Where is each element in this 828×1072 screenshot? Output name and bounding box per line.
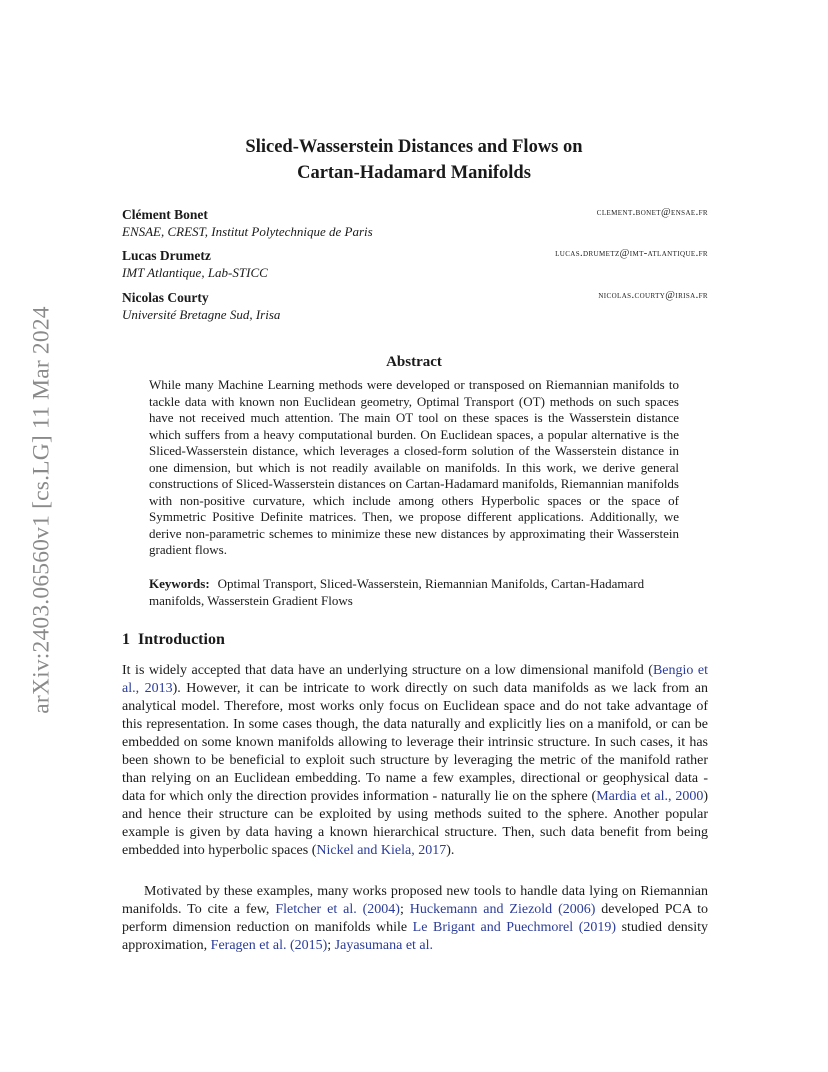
text-run: Motivated by these examples, many works proposed new tools to handle data lying on Riemannian manifolds. To cite a few, [122,884,708,917]
abstract-text: While many Machine Learning methods were developed or transposed on Riemannian manifolds to tackle data with known non Euclidean geometry, Optimal Transport (OT) methods on such spaces have not received much attention. The main OT tool on these spaces is the Wasserstein distance which suffers from a heavy computational burden. On Euclidean spaces, a popular alternative is the Sliced-Wasserstein distance, which leverages a closed-form solution of the Wasserstein distance in one dimension, but which is not readily available on manifolds. In this work, we derive general constructions of Sliced-Wasserstein distances on Cartan-Hadamard manifolds, Riemannian manifolds with non-positive curvature, which include among others Hyperbolic spaces or the space of Symmetric Positive Definite matrices. Then, we propose different applications. Additionally, we derive non-parametric schemes to minimize these new distances by approximating their Wasserstein gradient flows. [149,377,679,557]
text-run: ). However, it can be intricate to work directly on such data manifolds as we lack from an analytical model. Therefore, most works only focus on Euclidean space and do not take advantage of this representation. In some cases though, the data naturally and explicitly lies on a manifold, or can be embedded on some known manifolds allowing to leverage their intrinsic structure. In such cases, it has been shown to be beneficial to exploit such structure by leveraging the metric of the manifold rather than relying on an Euclidean embedding. To name a few examples, directional or geophysical data - data for which only the direction provides information - naturally lie on the sphere ( [122,681,708,804]
text-run: ; [327,938,335,953]
text-run: ; [399,902,410,917]
intro-paragraph-2 [122,883,708,955]
arxiv-identifier: arXiv:2403.06560v1 [cs.LG] 11 Mar 2024 [28,306,55,714]
author-block-courty [122,289,708,323]
text-run: developed PCA to perform dimension reduction on manifolds while [122,902,708,935]
text-run: ). [446,843,455,858]
intro-paragraph-1 [122,662,708,860]
keywords-list: Optimal Transport, Sliced-Wasserstein, Riemannian Manifolds, Cartan-Hadamard manifolds, Wasserstein Gradient Flows [149,576,645,608]
title-line-1: Sliced-Wasserstein Distances and Flows on [245,137,583,157]
author-block-drumetz [122,247,708,281]
keywords [149,575,679,609]
author-affiliation: IMT Atlantique, Lab-STICC [122,265,268,280]
author-email[interactable]: clement.bonet@ensae.fr [596,207,708,218]
citation-link[interactable]: Mardia et al., 2000 [596,789,704,804]
section-title: Introduction [138,631,225,648]
keywords-label: Keywords: [149,576,210,591]
text-run: It is widely accepted that data have an underlying structure on a low dimensional manifold ( [122,663,653,678]
citation-link[interactable]: Nickel and Kiela, 2017 [316,843,447,858]
author-block-bonet [122,206,708,240]
author-name: Clément Bonet [122,207,208,222]
section-heading-introduction [122,631,225,649]
abstract-heading: Abstract [386,354,442,370]
author-affiliation: Université Bretagne Sud, Irisa [122,307,281,322]
text-run: ) and hence their structure can be exploited by using methods suited to the sphere. Another popular example is given by data having a known hierarchical structure. Then, such data benefit from being embedded into hyperbolic spaces ( [122,789,709,858]
author-name: Nicolas Courty [122,290,209,305]
paper-title [0,134,828,186]
citation-link[interactable]: Feragen et al. (2015) [210,938,328,953]
citation-link[interactable]: Le Brigant and Puechmorel (2019) [412,920,617,935]
title-line-2: Cartan-Hadamard Manifolds [297,163,531,183]
author-affiliation: ENSAE, CREST, Institut Polytechnique de Paris [122,224,373,239]
author-email[interactable]: nicolas.courty@irisa.fr [598,290,708,301]
author-name: Lucas Drumetz [122,248,211,263]
section-number: 1 [122,631,130,648]
text-run: studied density approximation, [122,920,709,953]
citation-link[interactable]: Bengio et al., 2013 [122,663,709,696]
citation-link[interactable]: Huckemann and Ziezold (2006) [409,902,596,917]
author-email[interactable]: lucas.drumetz@imt-atlantique.fr [555,248,708,259]
citation-link[interactable]: Fletcher et al. (2004) [275,902,400,917]
citation-link[interactable]: Jayasumana et al. [334,938,434,953]
